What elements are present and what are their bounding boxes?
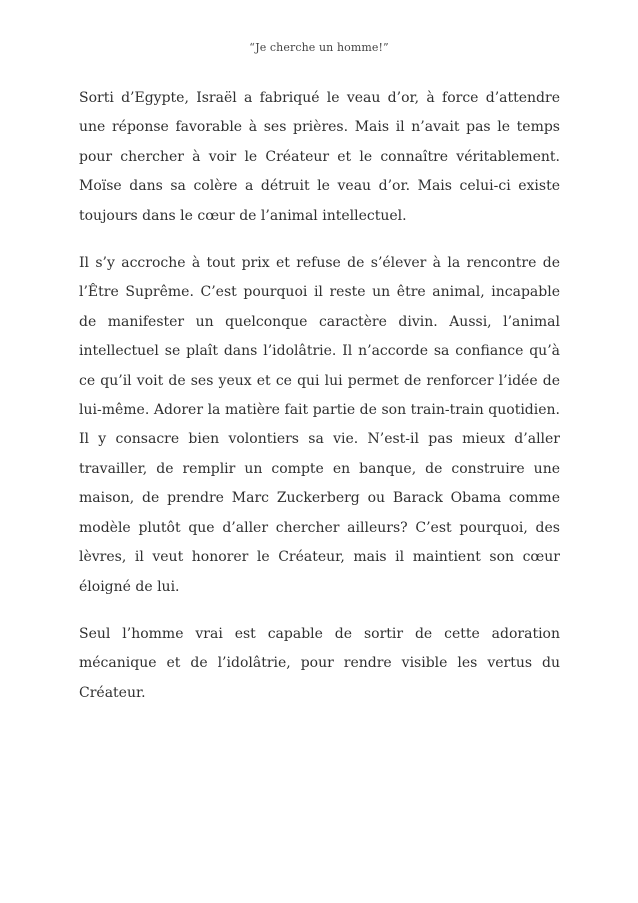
paragraph-3: Seul l’homme vrai est capable de sortir de cette adoration mécanique et de l’idolâtrie, pour rendre visible les vertus du Créateur.: [79, 625, 560, 701]
body-text: [79, 84, 560, 726]
paragraph-2: Il s’y accroche à tout prix et refuse de s’élever à la rencontre de l’Être Suprême. C’est pourquoi il reste un être animal, incapable de manifester un quelconque caractère divin. Aussi, l’animal intellectuel se plaît dans l’idolâtrie. Il n’accorde sa confiance qu’à ce qu’il voit de ses yeux et ce qui lui permet de renforcer l’idée de lui-même. Adorer la matière fait partie de son train-train quotidien. Il y consacre bien volontiers sa vie. N’est-il pas mieux d’aller travailler, de remplir un compte en banque, de construire une maison, de prendre Marc Zuckerberg ou Barack Obama comme modèle plutôt que d’aller chercher ailleurs? C’est pourquoi, des lèvres, il veut honorer le Créateur, mais il maintient son cœur éloigné de lui.: [79, 255, 560, 595]
running-header: “Je cherche un homme!”: [249, 41, 389, 54]
paragraph-1: Sorti d’Egypte, Israël a fabriqué le veau d’or, à force d’attendre une réponse favorable à ses prières. Mais il n’avait pas le temps pour chercher à voir le Créateur et le connaître véritablement. Moïse dans sa colère a détruit le veau d’or. Mais celui-ci existe toujours dans le cœur de l’animal intellectuel.: [79, 90, 560, 224]
